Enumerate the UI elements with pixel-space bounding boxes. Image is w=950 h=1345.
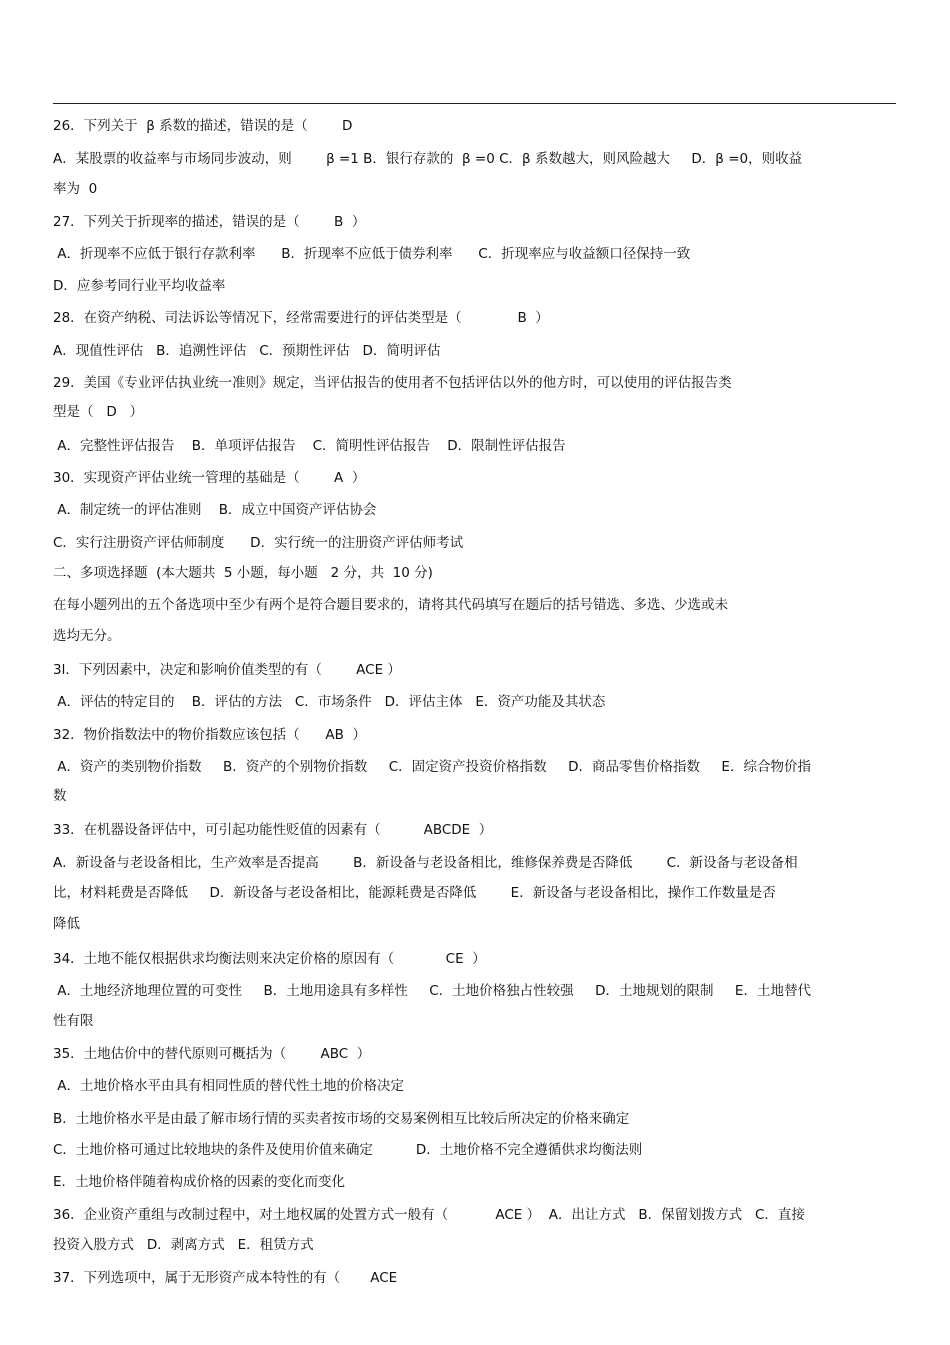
q30-options-cont: C．实行注册资产评估师制度 D．实行统一的注册资产评估师考试 bbox=[53, 535, 464, 551]
q33-options: A．新设备与老设备相比，生产效率是否提高 B．新设备与老设备相比，维修保养费是否降低 C．新设备与老设备相 bbox=[53, 855, 798, 871]
q27-stem: 27．下列关于折现率的描述，错误的是（ B ） bbox=[53, 214, 366, 230]
q34-options-cont: 性有限 bbox=[53, 1013, 94, 1029]
q34-stem: 34．土地不能仅根据供求均衡法则来决定价格的原因有（ CE ） bbox=[53, 951, 486, 967]
q31-options: A．评估的特定目的 B．评估的方法 C．市场条件 D．评估主体 E．资产功能及其状态 bbox=[53, 694, 606, 710]
section-heading: 二、多项选择题 (本大题共 5 小题，每小题 2 分，共 10 分) bbox=[53, 565, 433, 581]
q32-options: A．资产的类别物价指数 B．资产的个别物价指数 C．固定资产投资价格指数 D．商品零售价格指数 E．综合物价指 bbox=[53, 759, 811, 775]
q27-options-cont: D．应参考同行业平均收益率 bbox=[53, 278, 226, 294]
header-rule bbox=[53, 103, 896, 104]
q35-option-e: E．土地价格伴随着构成价格的因素的变化而变化 bbox=[53, 1174, 346, 1190]
q35-option-c-d: C．土地价格可通过比较地块的条件及使用价值来确定 D．土地价格不完全遵循供求均衡法则 bbox=[53, 1142, 643, 1158]
q36-options-cont: 投资入股方式 D．剥离方式 E．租赁方式 bbox=[53, 1237, 314, 1253]
q37-stem: 37．下列选项中，属于无形资产成本特性的有（ ACE bbox=[53, 1270, 398, 1286]
q28-stem: 28．在资产纳税、司法诉讼等情况下，经常需要进行的评估类型是（ B ） bbox=[53, 310, 549, 326]
q35-option-a: A．土地价格水平由具有相同性质的替代性土地的价格决定 bbox=[53, 1078, 405, 1094]
q28-options: A．现值性评估 B．追溯性评估 C．预期性评估 D．简明评估 bbox=[53, 343, 441, 359]
q30-stem: 30．实现资产评估业统一管理的基础是（ A ） bbox=[53, 470, 366, 486]
q29-options: A．完整性评估报告 B．单项评估报告 C．简明性评估报告 D．限制性评估报告 bbox=[53, 438, 566, 454]
q33-options-cont2: 降低 bbox=[53, 916, 80, 932]
q29-stem-cont: 型是（ D ） bbox=[53, 404, 144, 420]
q33-options-cont: 比，材料耗费是否降低 D．新设备与老设备相比，能源耗费是否降低 E．新设备与老设备相比，操作工作数量是否 bbox=[53, 885, 776, 901]
q30-options: A．制定统一的评估准则 B．成立中国资产评估协会 bbox=[53, 502, 377, 518]
q31-stem: 3l．下列因素中，决定和影响价值类型的有（ ACE ） bbox=[53, 662, 401, 678]
q32-stem: 32．物价指数法中的物价指数应该包括（ AB ） bbox=[53, 727, 367, 743]
section-instructions-cont: 选均无分。 bbox=[53, 628, 121, 644]
q29-stem: 29．美国《专业评估执业统一准则》规定，当评估报告的使用者不包括评估以外的他方时，可以使用的评估报告类 bbox=[53, 375, 732, 391]
q36-stem: 36．企业资产重组与改制过程中，对土地权属的处置方式一般有（ ACE ） A．出让方式 B．保留划拨方式 C．直接 bbox=[53, 1207, 805, 1223]
q34-options: A．土地经济地理位置的可变性 B．土地用途具有多样性 C．土地价格独占性较强 D．土地规划的限制 E．土地替代 bbox=[53, 983, 811, 999]
q35-stem: 35．土地估价中的替代原则可概括为（ ABC ） bbox=[53, 1046, 371, 1062]
q27-options: A．折现率不应低于银行存款利率 B．折现率不应低于债券利率 C．折现率应与收益额口径保持一致 bbox=[53, 246, 691, 262]
q32-options-cont: 数 bbox=[53, 788, 67, 804]
section-instructions: 在每小题列出的五个备选项中至少有两个是符合题目要求的，请将其代码填写在题后的括号错选、多选、少选或未 bbox=[53, 597, 728, 613]
q26-options-cont: 率为 0 bbox=[53, 181, 98, 197]
q26-options: A．某股票的收益率与市场同步波动，则 β =1 B．银行存款的 β =0 C．β 系数越大，则风险越大 D．β =0，则收益 bbox=[53, 151, 803, 167]
q35-option-b: B．土地价格水平是由最了解市场行情的买卖者按市场的交易案例相互比较后所决定的价格来确定 bbox=[53, 1111, 630, 1127]
q26-stem: 26．下列关于 β 系数的描述，错误的是（ D bbox=[53, 118, 353, 134]
q33-stem: 33．在机器设备评估中，可引起功能性贬值的因素有（ ABCDE ） bbox=[53, 822, 493, 838]
